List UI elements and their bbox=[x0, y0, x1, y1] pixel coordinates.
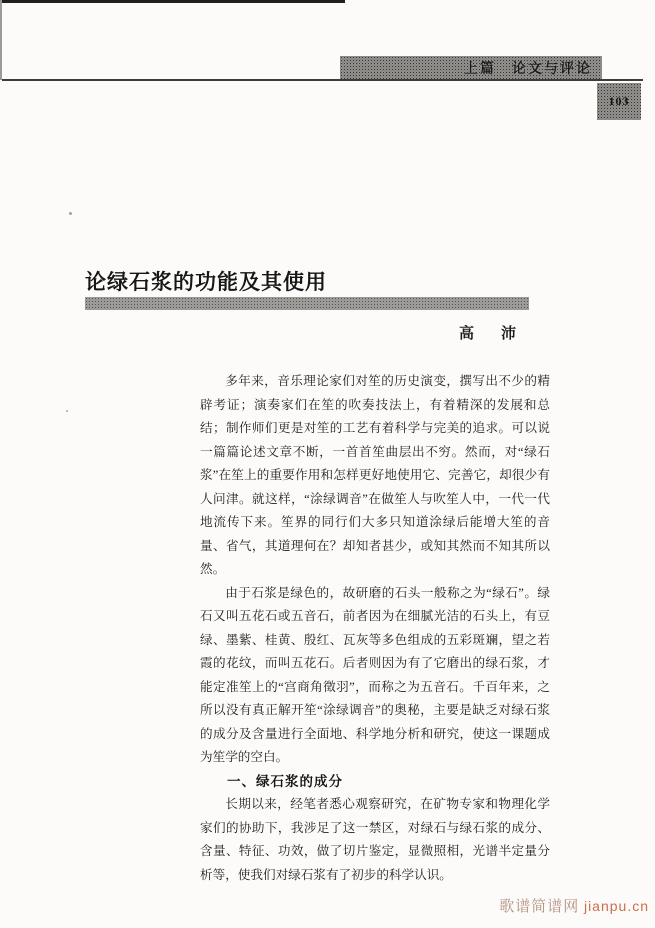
paragraph: 多年来，音乐理论家们对笙的历史演变，撰写出不少的精辟考证；演奏家们在笙的吹奏技法上，有着精深的发展和总结；制作师们更是对笙的工艺有着科学与完美的追求。可以说一篇篇论述文章不断，一首首笙曲层出不穷。然而，对“绿石浆”在笙上的重要作用和怎样更好地使用它、完善它，却很少有人问津。就这样，“涂绿调音”在做笙人与吹笙人中，一代一代地流传下来。笙界的同行们大多只知道涂绿后能增大笙的音量、省气，其道理何在？却知者甚少，或知其然而不知其所以然。 bbox=[200, 374, 550, 576]
top-edge-scan-line bbox=[0, 0, 345, 3]
title-decorative-strip bbox=[85, 297, 529, 310]
paragraph: 由于石浆是绿色的，故研磨的石头一般称之为“绿石”。绿石又叫五花石或五音石，前者因为在细腻光洁的石头上，有豆绿、墨紫、桂黄、殷红、瓦灰等多色组成的五彩斑斓，望之若霞的花纹，而叫五花石。后者则因为有了它磨出的绿石浆，才能定准笙上的“宫商角徵羽”，而称之为五音石。千百年来，之所以没有真正解开笙“涂绿调音”的奥秘，主要是缺乏对绿石浆的成分及含量进行全面地、科学地分析和研究，使这一课题成为笙学的空白。 bbox=[200, 585, 550, 764]
page-number: 103 bbox=[608, 94, 630, 108]
author-name: 高 沛 bbox=[458, 326, 522, 342]
header-rule bbox=[2, 79, 643, 81]
running-header-label: 上篇 论文与评论 bbox=[464, 59, 592, 76]
paragraph: 长期以来，经笔者悉心观察研究，在矿物专家和物理化学家们的协助下，我涉足了这一禁区，对绿石与绿石浆的成分、含量、特征、功效，做了切片鉴定，显微照相，光谱半定量分析等，使我们对绿石浆有了初步的科学认识。 bbox=[200, 797, 550, 882]
article-title: 论绿石浆的功能及其使用 bbox=[85, 271, 327, 295]
scan-speck bbox=[66, 410, 68, 412]
scan-speck bbox=[69, 212, 72, 215]
page-number-badge bbox=[597, 83, 641, 120]
site-watermark bbox=[499, 895, 649, 916]
left-edge-scan-line bbox=[0, 0, 2, 80]
running-header-band bbox=[340, 56, 602, 79]
watermark-site-name: 歌谱简谱网 bbox=[499, 899, 580, 915]
article-body bbox=[200, 370, 550, 887]
section-heading: 一、绿石浆的成分 bbox=[227, 773, 343, 789]
watermark-site-url: jianpu.cn bbox=[583, 898, 649, 914]
